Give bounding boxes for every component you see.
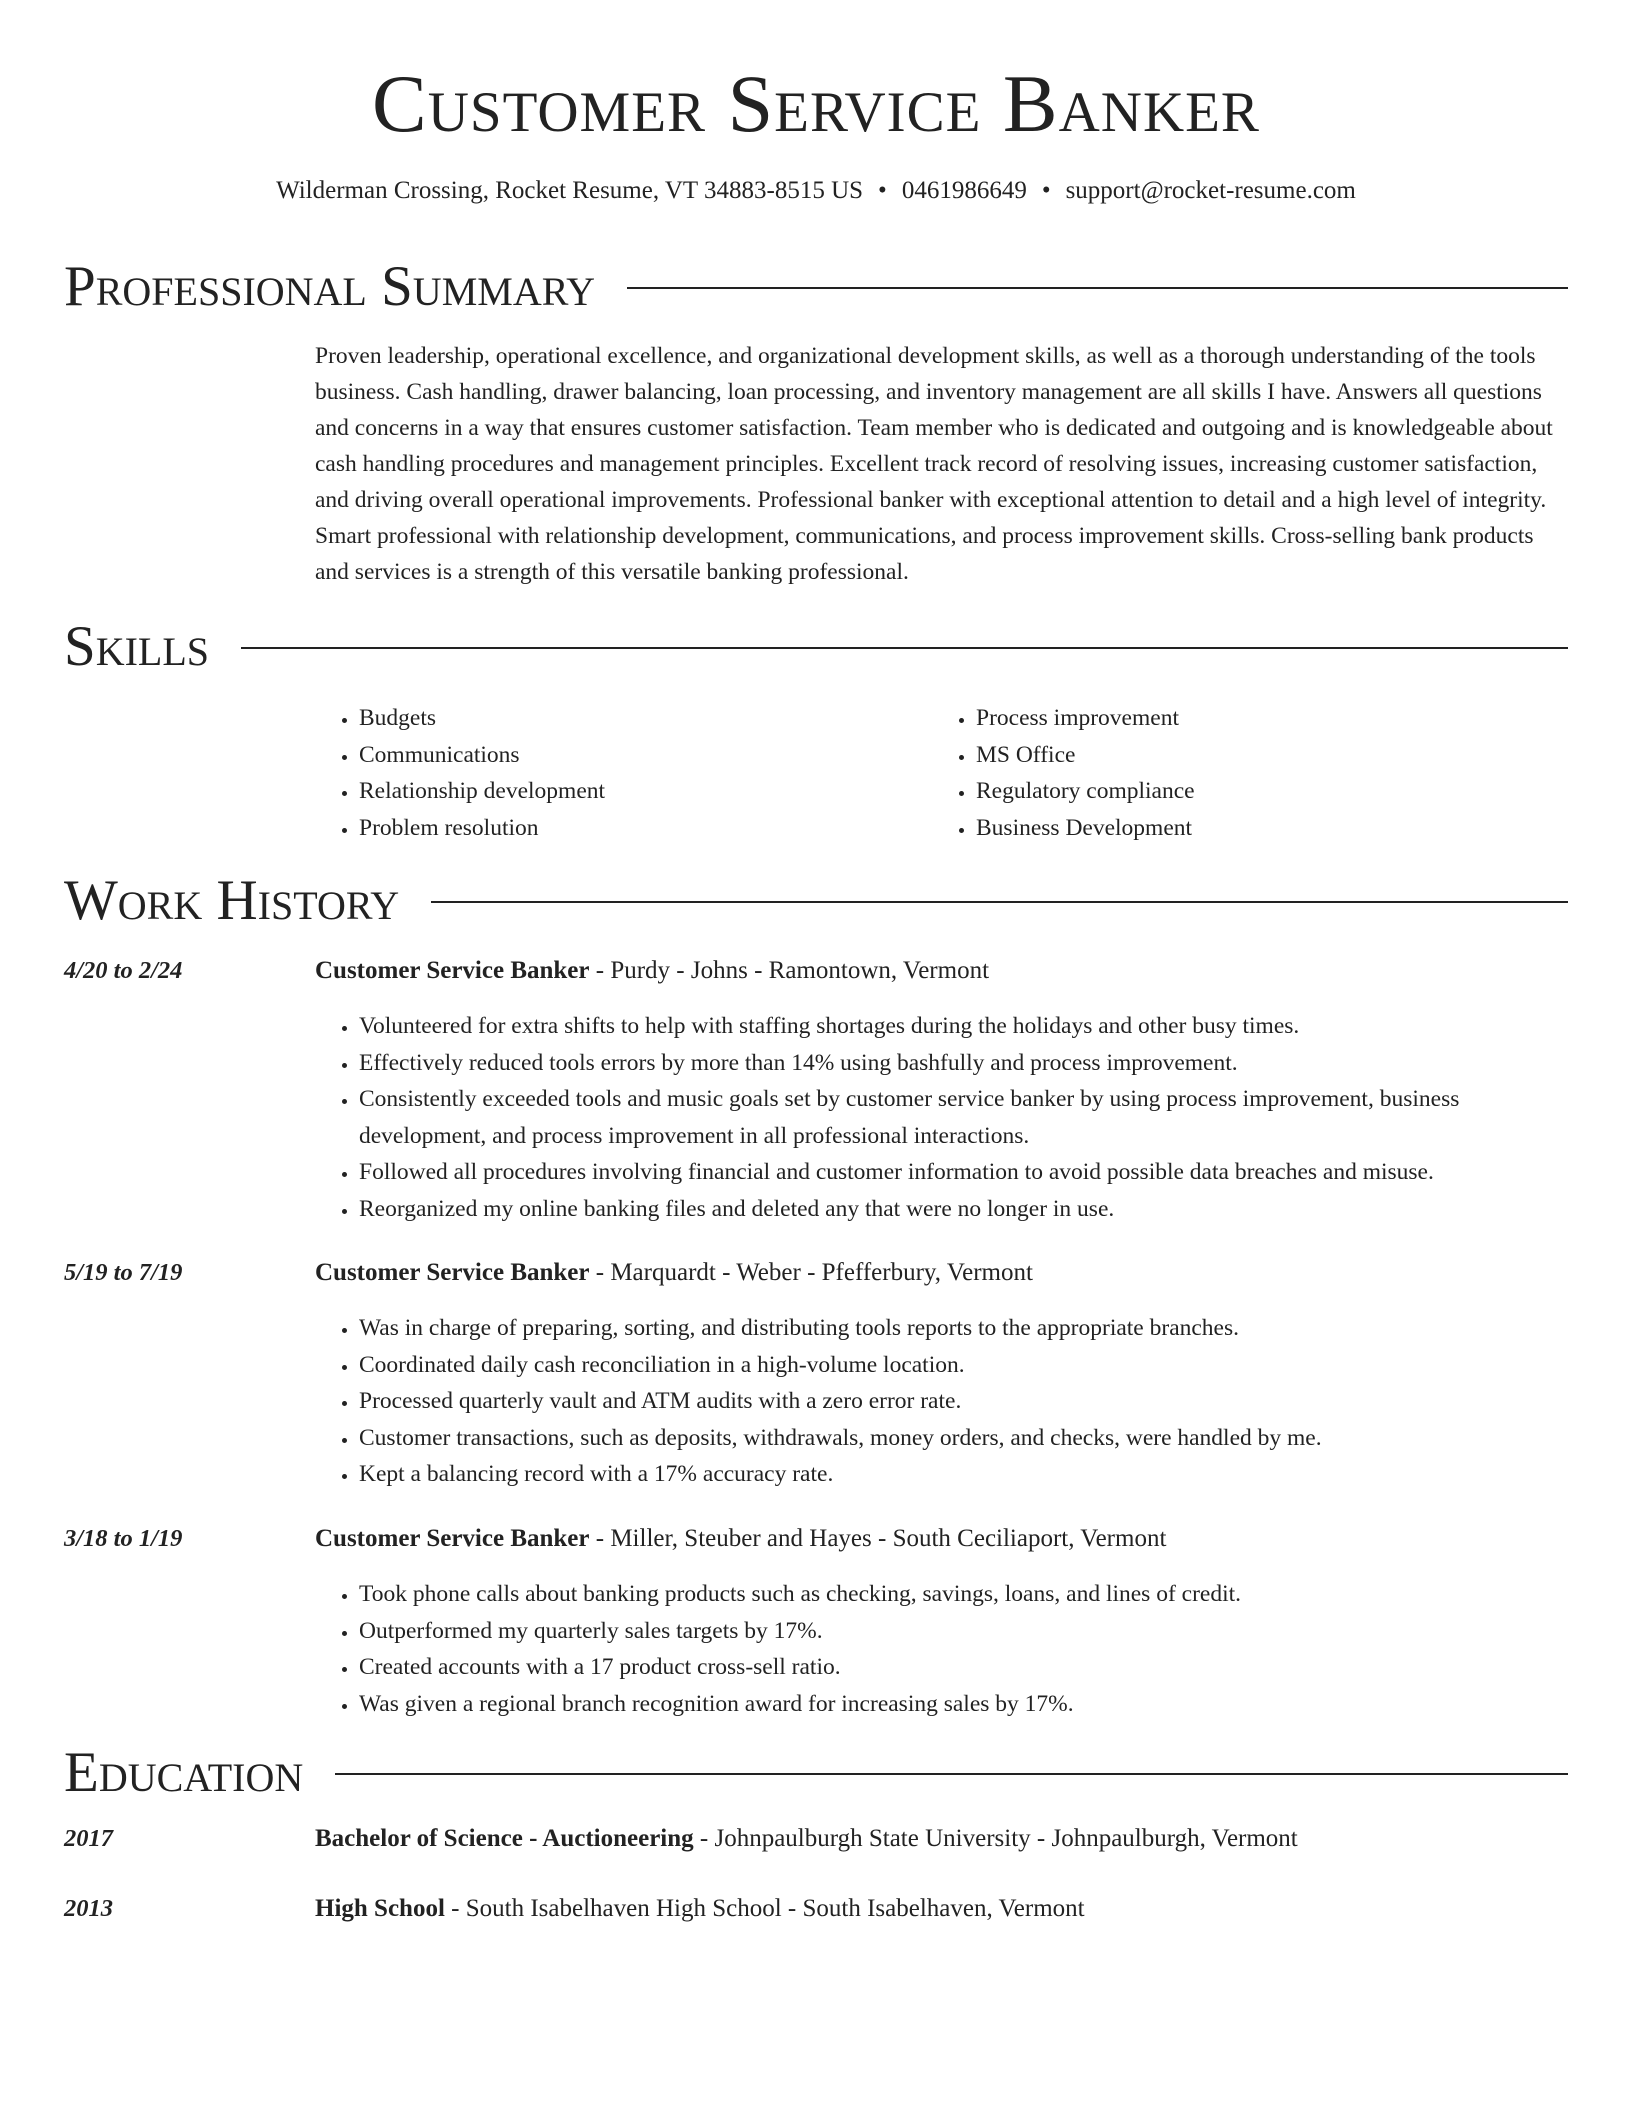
education-date: 2017 [64, 1825, 113, 1852]
section-title: Education [64, 1741, 304, 1804]
candidate-name: Customer Service Banker [372, 58, 1260, 149]
education-entry [315, 1892, 1085, 1926]
address: Wilderman Crossing, Rocket Resume, VT 34883-8515 US [276, 177, 864, 204]
job-date: 4/20 to 2/24 [64, 957, 183, 984]
job-employer: - Purdy - Johns - Ramontown, Vermont [589, 957, 990, 984]
job-bullets [315, 1008, 1568, 1227]
education-school: - Johnpaulburgh State University - Johnpaulburgh, Vermont [693, 1825, 1298, 1852]
section-divider [335, 1773, 1568, 1775]
job-bullet: • Customer transactions, such as deposits, withdrawals, money orders, and checks, were handled by me. [359, 1420, 1568, 1457]
email: support@rocket-resume.com [1065, 177, 1356, 204]
skill-item: • Business Development [976, 810, 1195, 847]
job-bullet: • Took phone calls about banking products such as checking, savings, loans, and lines of credit. [359, 1576, 1568, 1613]
section-header-work [64, 866, 1568, 936]
job-bullet: • Effectively reduced tools errors by more than 14% using bashfully and process improvement. [359, 1045, 1568, 1082]
job-bullet: • Reorganized my online banking files and deleted any that were no longer in use. [359, 1191, 1568, 1228]
section-header-education [64, 1738, 1568, 1808]
skills-column-left [315, 700, 605, 846]
skills-column-right [932, 700, 1195, 846]
section-header-summary [64, 252, 1568, 322]
job-bullets [315, 1576, 1568, 1722]
section-divider [627, 287, 1568, 289]
section-divider [241, 647, 1568, 649]
job-bullet: • Processed quarterly vault and ATM audits with a zero error rate. [359, 1383, 1568, 1420]
education-degree: High School [315, 1895, 445, 1922]
job-bullet: • Volunteered for extra shifts to help with staffing shortages during the holidays and other busy times. [359, 1008, 1568, 1045]
job-heading [315, 954, 989, 988]
job-bullet: • Outperformed my quarterly sales targets by 17%. [359, 1613, 1568, 1650]
job-bullet: • Created accounts with a 17 product cross-sell ratio. [359, 1649, 1568, 1686]
skill-item: • Process improvement [976, 700, 1195, 737]
job-date: 5/19 to 7/19 [64, 1259, 183, 1286]
section-title: Professional Summary [64, 255, 596, 318]
skill-item: • Regulatory compliance [976, 773, 1195, 810]
job-bullet: • Consistently exceeded tools and music goals set by customer service banker by using process improvement, business development, and process improvement in all professional interactions. [359, 1081, 1568, 1154]
education-date: 2013 [64, 1895, 113, 1922]
job-employer: - Miller, Steuber and Hayes - South Ceciliaport, Vermont [589, 1525, 1167, 1552]
phone: 0461986649 [901, 177, 1027, 204]
section-title: Skills [64, 615, 210, 678]
section-header-skills [64, 612, 1568, 682]
education-entry [315, 1822, 1298, 1856]
job-bullets [315, 1310, 1568, 1493]
job-bullet: • Followed all procedures involving financial and customer information to avoid possible data breaches and misuse. [359, 1154, 1568, 1191]
job-bullet: • Was given a regional branch recognition award for increasing sales by 17%. [359, 1686, 1568, 1723]
skill-item: • MS Office [976, 737, 1195, 774]
contact-line [0, 175, 1632, 207]
summary-text: Proven leadership, operational excellence, and organizational development skills, as well as a thorough understanding of the tools business. Cash handling, drawer balancing, loan processing, and inventory management are all skills I have. Answers all questions and concerns in a way that ensures customer satisfaction. Team member who is dedicated and outgoing and is knowledgeable about cash handling procedures and management principles. Excellent track record of resolving issues, increasing customer satisfaction, and driving overall operational improvements. Professional banker with exceptional attention to detail and a high level of integrity. Smart professional with relationship development, communications, and process improvement skills. Cross-selling bank products and services is a strength of this versatile banking professional. [315, 343, 1553, 585]
job-title: Customer Service Banker [315, 1259, 590, 1286]
skill-item: • Problem resolution [359, 810, 605, 847]
job-title: Customer Service Banker [315, 957, 590, 984]
section-divider [431, 901, 1568, 903]
job-title: Customer Service Banker [315, 1525, 590, 1552]
job-bullet: • Kept a balancing record with a 17% accuracy rate. [359, 1456, 1568, 1493]
contact-separator: • [1041, 177, 1051, 204]
job-date: 3/18 to 1/19 [64, 1525, 183, 1552]
job-bullet: • Was in charge of preparing, sorting, and distributing tools reports to the appropriate branches. [359, 1310, 1568, 1347]
job-employer: - Marquardt - Weber - Pfefferbury, Vermont [589, 1259, 1033, 1286]
education-school: - South Isabelhaven High School - South Isabelhaven, Vermont [444, 1895, 1085, 1922]
job-heading [315, 1522, 1166, 1556]
skill-item: • Relationship development [359, 773, 605, 810]
education-degree: Bachelor of Science - Auctioneering [315, 1825, 694, 1852]
section-title: Work History [64, 869, 400, 932]
job-heading [315, 1256, 1033, 1290]
skill-item: • Budgets [359, 700, 605, 737]
skill-item: • Communications [359, 737, 605, 774]
job-bullet: • Coordinated daily cash reconciliation in a high-volume location. [359, 1347, 1568, 1384]
contact-separator: • [878, 177, 887, 204]
